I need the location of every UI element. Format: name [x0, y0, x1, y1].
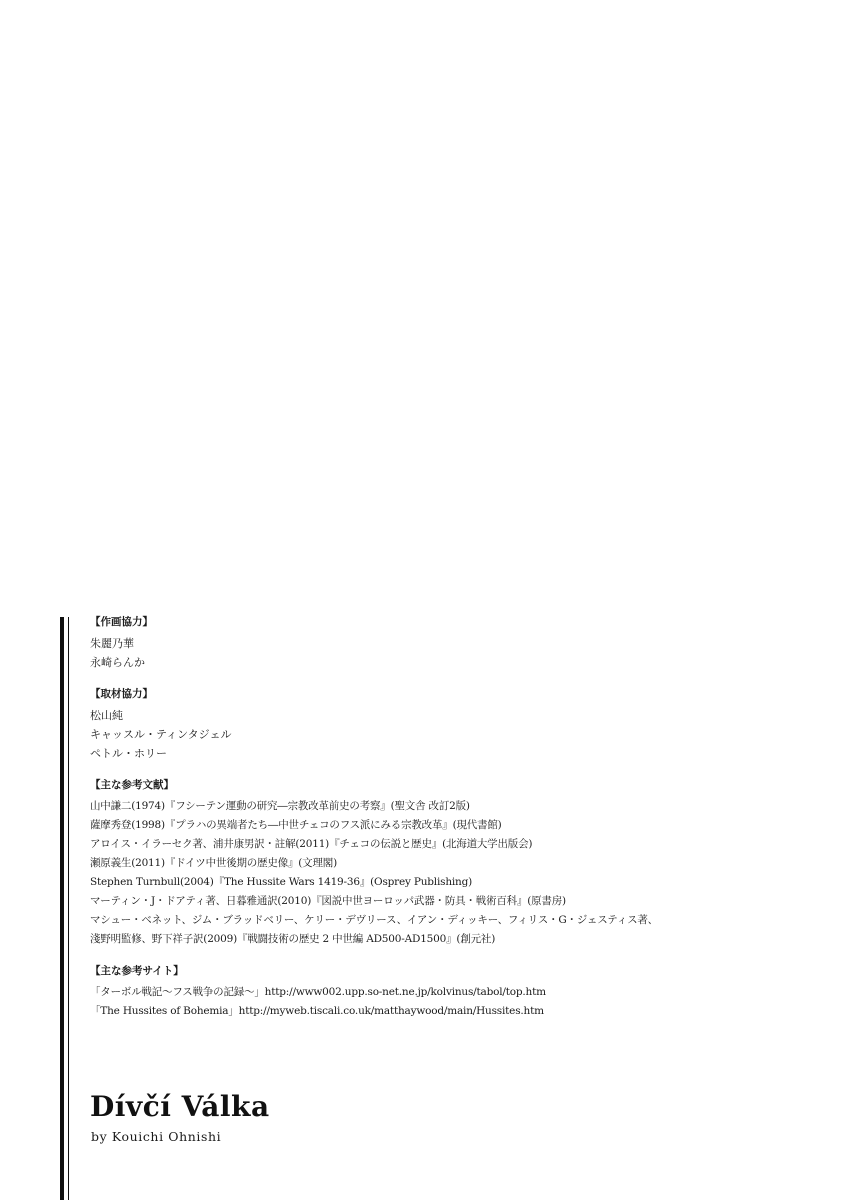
drawing-help-section: [90, 614, 830, 672]
margin-rule-thick: [60, 617, 64, 1200]
site-item: 「The Hussites of Bohemia」http://myweb.tiscali.co.uk/matthaywood/main/Hussites.htm: [90, 1005, 544, 1017]
title-logo: Dívčí Válka: [90, 1090, 270, 1123]
list-item: 永崎らんか: [90, 656, 145, 669]
list-item: キャッスル・ティンタジェル: [90, 728, 232, 741]
list-item: 朱麗乃華: [90, 637, 134, 650]
site-item: 「ターボル戦記〜フス戦争の記録〜」http://www002.upp.so-net.ne.jp/kolvinus/tabol/top.htm: [90, 986, 546, 998]
reference-item: Stephen Turnbull(2004)『The Hussite Wars 1419-36』(Osprey Publishing): [90, 876, 473, 888]
reference-item: 淺野明監修、野下祥子訳(2009)『戦闘技術の歴史 2 中世編 AD500-AD1500』(創元社): [90, 933, 496, 945]
reference-item: マシュー・ベネット、ジム・ブラッドベリー、ケリー・デヴリース、イアン・ディッキー、フィリス・G・ジェスティス著、: [90, 914, 658, 926]
list-item: 松山純: [90, 709, 123, 722]
references-section: [90, 777, 830, 949]
reference-item: マーティン・J・ドアティ著、日暮雅通訳(2010)『図説中世ヨーロッパ武器・防具・戦術百科』(原書房): [90, 895, 566, 907]
reference-item: アロイス・イラーセク著、浦井康男訳・註解(2011)『チェコの伝説と歴史』(北海道大学出版会): [90, 838, 533, 850]
list-item: ペトル・ホリー: [90, 747, 167, 760]
research-help-heading: 【取材協力】: [90, 688, 153, 700]
author-credit: by Kouichi Ohnishi: [91, 1129, 222, 1144]
research-help-section: [90, 686, 830, 763]
sites-section: [90, 963, 830, 1021]
reference-item: 薩摩秀登(1998)『プラハの異端者たち―中世チェコのフス派にみる宗教改革』(現代書館): [90, 819, 502, 831]
sites-heading: 【主な参考サイト】: [90, 965, 184, 977]
reference-item: 瀬原義生(2011)『ドイツ中世後期の歴史像』(文理閣): [90, 857, 337, 869]
references-heading: 【主な参考文献】: [90, 779, 174, 791]
drawing-help-heading: 【作画協力】: [90, 616, 153, 628]
credits-block: [90, 614, 830, 1021]
margin-rule-thin: [68, 617, 69, 1200]
reference-item: 山中謙二(1974)『フシーテン運動の研究―宗教改革前史の考察』(聖文舎 改訂2版): [90, 800, 470, 812]
